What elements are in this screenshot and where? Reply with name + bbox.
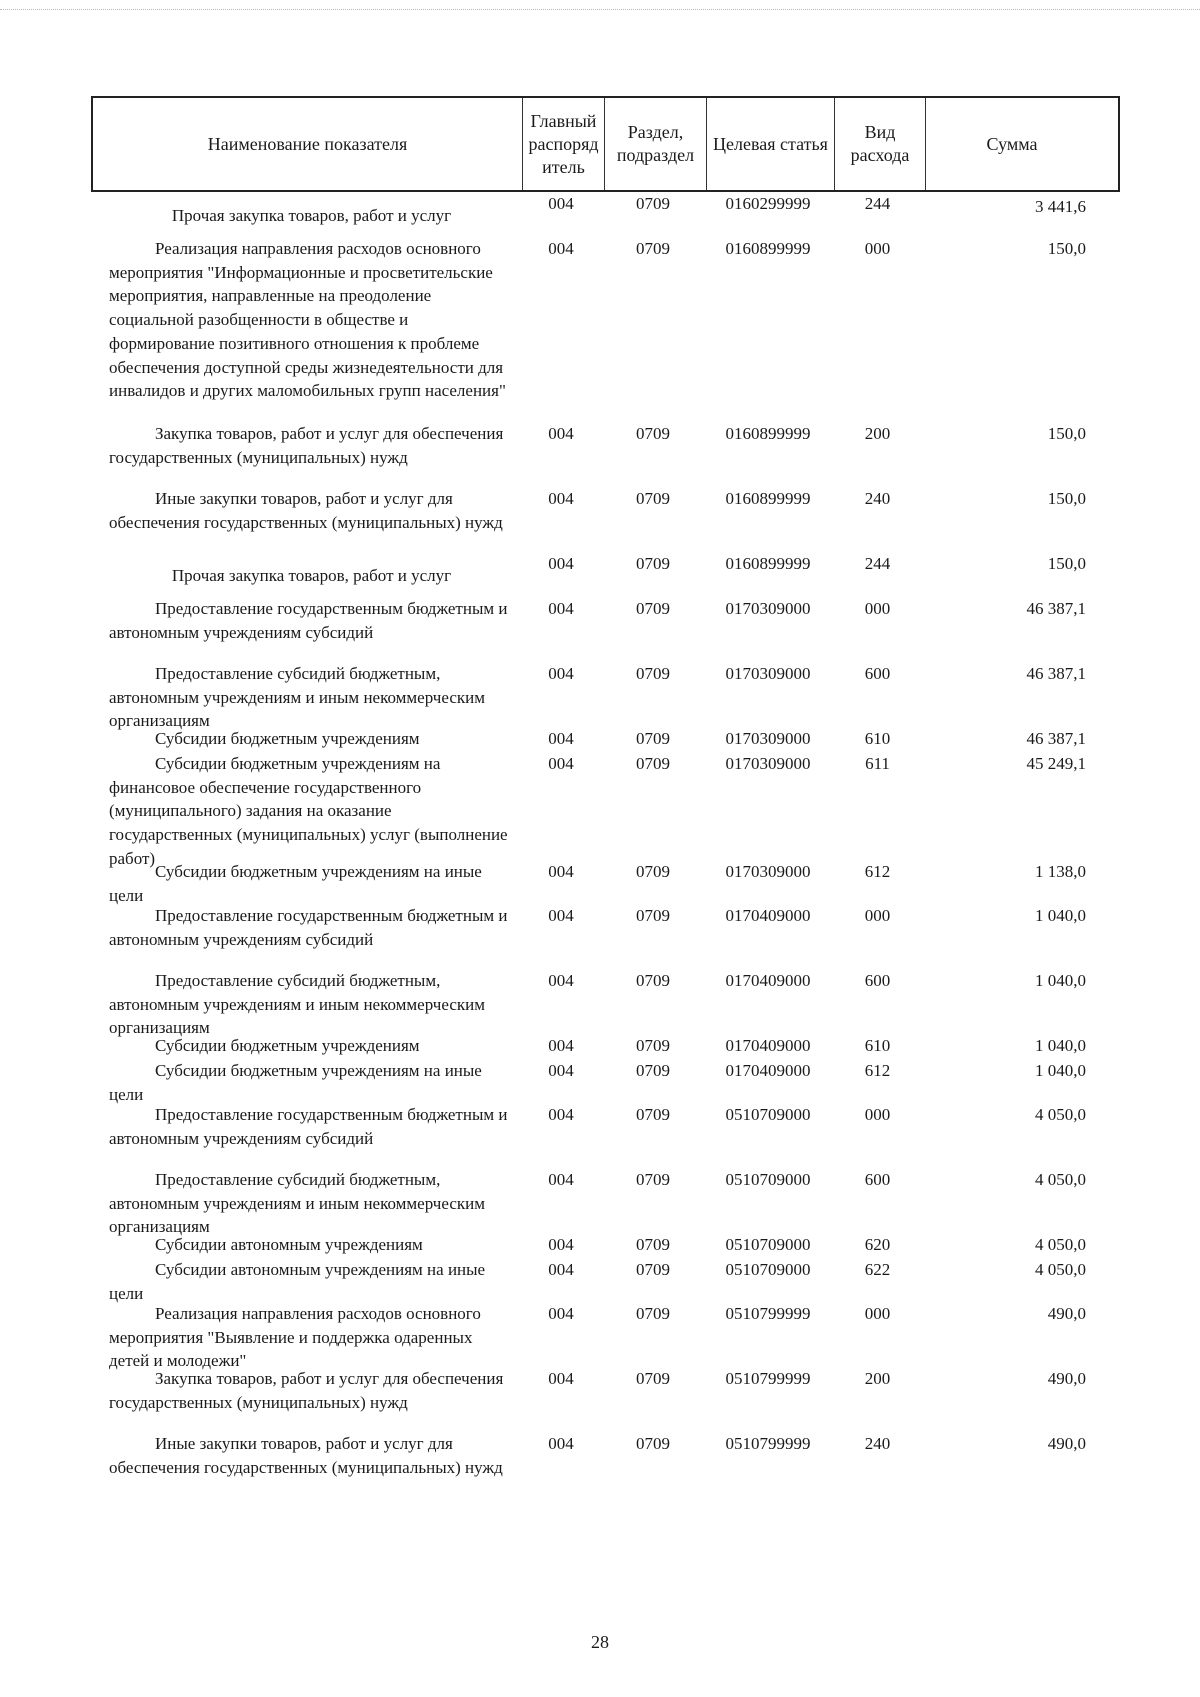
row-name-text: Закупка товаров, работ и услуг для обеспечения государственных (муниципальных) нужд (109, 424, 504, 467)
row-name (91, 969, 520, 1040)
row-vid: 240 (864, 1434, 891, 1453)
header-glavny: Главный распоряд итель (522, 98, 604, 190)
row-name (91, 422, 520, 469)
row-name-text: Субсидии бюджетным учреждениям на финансовое обеспечение государственного (муниципального) задания на оказание государственных (муниципальных) услуг (выполнение работ) (109, 754, 508, 868)
row-razdel: 0709 (636, 1061, 670, 1080)
row-summa: 46 387,1 (1026, 599, 1086, 618)
row-razdel: 0709 (636, 424, 670, 443)
row-name-text: Предоставление государственным бюджетным и автономным учреждениям субсидий (109, 599, 508, 642)
row-tselevaya: 0170309000 (725, 664, 811, 683)
row-vid: 612 (864, 862, 891, 881)
row-glavny: 004 (548, 424, 574, 443)
table-row (91, 1103, 1096, 1150)
row-razdel: 0709 (636, 1170, 670, 1189)
row-summa: 1 040,0 (1035, 971, 1086, 990)
row-tselevaya: 0510799999 (725, 1304, 811, 1323)
row-name (91, 727, 520, 751)
row-summa: 4 050,0 (1035, 1235, 1086, 1254)
row-tselevaya: 0170409000 (725, 1036, 811, 1055)
table-row (91, 860, 1096, 907)
table-row (91, 1367, 1096, 1414)
row-vid: 244 (864, 194, 891, 213)
row-name (91, 487, 520, 534)
table-row (91, 1168, 1096, 1239)
row-vid: 600 (864, 1170, 891, 1189)
row-name (91, 662, 520, 733)
row-tselevaya: 0510709000 (725, 1260, 811, 1279)
row-glavny: 004 (548, 489, 574, 508)
table-row (91, 237, 1096, 403)
row-name (91, 1367, 520, 1414)
row-summa: 4 050,0 (1035, 1170, 1086, 1189)
row-razdel: 0709 (636, 1304, 670, 1323)
row-name-text: Субсидии автономным учреждениям на иные цели (109, 1260, 486, 1303)
row-name-text: Предоставление субсидий бюджетным, автономным учреждениям и иным некоммерческим организациям (109, 1170, 485, 1237)
row-glavny: 004 (548, 1369, 574, 1388)
row-glavny: 004 (548, 729, 574, 748)
row-razdel: 0709 (636, 754, 670, 773)
row-razdel: 0709 (636, 599, 670, 618)
row-vid: 610 (864, 729, 891, 748)
row-vid: 000 (864, 1105, 891, 1124)
row-vid: 000 (864, 239, 891, 258)
row-razdel: 0709 (636, 862, 670, 881)
row-vid: 000 (864, 906, 891, 925)
row-razdel: 0709 (636, 1235, 670, 1254)
row-glavny: 004 (548, 971, 574, 990)
row-summa: 4 050,0 (1035, 1105, 1086, 1124)
header-name: Наименование показателя (207, 133, 408, 154)
row-summa: 46 387,1 (1026, 664, 1086, 683)
row-summa: 1 040,0 (1035, 1036, 1086, 1055)
row-razdel: 0709 (636, 971, 670, 990)
row-summa: 150,0 (1047, 489, 1086, 508)
row-vid: 610 (864, 1036, 891, 1055)
row-summa: 150,0 (1047, 424, 1086, 443)
row-name-text: Субсидии бюджетным учреждениям (155, 729, 420, 748)
page-number: 28 (591, 1632, 609, 1652)
row-name (91, 1432, 520, 1479)
row-razdel: 0709 (636, 1369, 670, 1388)
row-vid: 000 (864, 599, 891, 618)
row-razdel: 0709 (636, 1434, 670, 1453)
table-row (91, 969, 1096, 1040)
row-summa: 46 387,1 (1026, 729, 1086, 748)
row-name (91, 1059, 520, 1106)
row-tselevaya: 0510709000 (725, 1235, 811, 1254)
row-razdel: 0709 (636, 489, 670, 508)
row-name (91, 1034, 520, 1058)
table-row (91, 1432, 1096, 1479)
row-vid: 244 (864, 554, 891, 573)
row-glavny: 004 (548, 906, 574, 925)
table-row (91, 597, 1096, 644)
header-vid: Вид расхода (834, 98, 925, 190)
row-name-text: Реализация направления расходов основного мероприятия "Информационные и просветительские мероприятия, направленные на преодоление социальной разобщенности в обществе и формирование позитивного отношения к проблеме обеспечения доступной среды жизнедеятельности для инвалидов и других маломобильных групп населения" (109, 239, 506, 401)
row-name-text: Прочая закупка товаров, работ и услуг (171, 206, 452, 225)
row-glavny: 004 (548, 1036, 574, 1055)
row-razdel: 0709 (636, 729, 670, 748)
row-summa: 45 249,1 (1026, 754, 1086, 773)
row-tselevaya: 0160899999 (725, 554, 811, 573)
row-vid: 600 (864, 971, 891, 990)
row-name-text: Иные закупки товаров, работ и услуг для обеспечения государственных (муниципальных) нужд (109, 489, 503, 532)
row-name-text: Закупка товаров, работ и услуг для обеспечения государственных (муниципальных) нужд (109, 1369, 504, 1412)
row-razdel: 0709 (636, 554, 670, 573)
table-row (91, 192, 1096, 228)
row-tselevaya: 0170309000 (725, 754, 811, 773)
row-name (91, 1258, 520, 1305)
row-name (91, 1168, 520, 1239)
table-row (91, 422, 1096, 469)
row-summa: 1 138,0 (1035, 862, 1086, 881)
table-header (91, 96, 1120, 192)
row-glavny: 004 (548, 239, 574, 258)
row-name-text: Субсидии бюджетным учреждениям на иные цели (109, 862, 482, 905)
row-summa: 1 040,0 (1035, 1061, 1086, 1080)
row-glavny: 004 (548, 554, 574, 573)
row-razdel: 0709 (636, 1105, 670, 1124)
row-name (91, 1233, 520, 1257)
table-row (91, 1258, 1096, 1305)
row-tselevaya: 0160899999 (725, 489, 811, 508)
row-glavny: 004 (548, 1061, 574, 1080)
row-summa: 490,0 (1047, 1434, 1086, 1453)
row-summa: 490,0 (1047, 1369, 1086, 1388)
row-name-text: Прочая закупка товаров, работ и услуг (171, 566, 452, 585)
row-vid: 600 (864, 664, 891, 683)
row-tselevaya: 0170409000 (725, 1061, 811, 1080)
document-page (91, 96, 1120, 1477)
table-row (91, 662, 1096, 733)
row-summa: 150,0 (1047, 239, 1086, 258)
row-tselevaya: 0170309000 (725, 599, 811, 618)
row-tselevaya: 0170409000 (725, 971, 811, 990)
row-tselevaya: 0160299999 (725, 194, 811, 213)
row-name-text: Предоставление государственным бюджетным и автономным учреждениям субсидий (109, 906, 508, 949)
row-vid: 200 (864, 424, 891, 443)
table-row (91, 752, 1096, 871)
row-summa: 4 050,0 (1035, 1260, 1086, 1279)
row-tselevaya: 0510709000 (725, 1170, 811, 1189)
row-tselevaya: 0170309000 (725, 862, 811, 881)
row-glavny: 004 (548, 664, 574, 683)
header-summa: Сумма (925, 98, 1098, 190)
row-vid: 611 (865, 754, 890, 773)
row-summa: 1 040,0 (1035, 906, 1086, 925)
table-row (91, 904, 1096, 951)
row-glavny: 004 (548, 599, 574, 618)
table-row (91, 1034, 1096, 1058)
row-name (91, 552, 520, 588)
row-glavny: 004 (548, 194, 574, 213)
row-name-text: Предоставление субсидий бюджетным, автономным учреждениям и иным некоммерческим организациям (109, 971, 485, 1038)
row-name (91, 1302, 520, 1373)
row-glavny: 004 (548, 754, 574, 773)
row-razdel: 0709 (636, 239, 670, 258)
row-tselevaya: 0160899999 (725, 424, 811, 443)
row-name (91, 904, 520, 951)
row-glavny: 004 (548, 1235, 574, 1254)
table-row (91, 487, 1096, 534)
table-row (91, 1233, 1096, 1257)
row-vid: 622 (864, 1260, 891, 1279)
row-tselevaya: 0160899999 (725, 239, 811, 258)
row-name (91, 752, 520, 871)
row-glavny: 004 (548, 1170, 574, 1189)
table-row (91, 1059, 1096, 1106)
row-tselevaya: 0170409000 (725, 906, 811, 925)
row-name-text: Субсидии бюджетным учреждениям на иные цели (109, 1061, 482, 1104)
row-glavny: 004 (548, 1304, 574, 1323)
row-name (91, 1103, 520, 1150)
row-tselevaya: 0510709000 (725, 1105, 811, 1124)
row-name-text: Предоставление субсидий бюджетным, автономным учреждениям и иным некоммерческим организациям (109, 664, 485, 731)
row-razdel: 0709 (636, 194, 670, 213)
row-razdel: 0709 (636, 1260, 670, 1279)
table-row (91, 552, 1096, 588)
table-row (91, 1302, 1096, 1373)
row-name (91, 192, 520, 228)
table-row (91, 727, 1096, 751)
row-vid: 612 (864, 1061, 891, 1080)
row-tselevaya: 0510799999 (725, 1434, 811, 1453)
row-vid: 240 (864, 489, 891, 508)
row-glavny: 004 (548, 1105, 574, 1124)
row-glavny: 004 (548, 1260, 574, 1279)
row-summa: 3 441,6 (1035, 197, 1086, 216)
row-name-text: Иные закупки товаров, работ и услуг для обеспечения государственных (муниципальных) нужд (109, 1434, 503, 1477)
row-vid: 620 (864, 1235, 891, 1254)
row-tselevaya: 0170309000 (725, 729, 811, 748)
header-tselevaya: Целевая статья (706, 98, 834, 190)
row-razdel: 0709 (636, 664, 670, 683)
row-vid: 200 (864, 1369, 891, 1388)
row-summa: 490,0 (1047, 1304, 1086, 1323)
row-razdel: 0709 (636, 1036, 670, 1055)
row-vid: 000 (864, 1304, 891, 1323)
row-name-text: Субсидии бюджетным учреждениям (155, 1036, 420, 1055)
row-name (91, 860, 520, 907)
row-name-text: Субсидии автономным учреждениям (155, 1235, 423, 1254)
row-glavny: 004 (548, 1434, 574, 1453)
row-name (91, 237, 520, 403)
row-name (91, 597, 520, 644)
row-glavny: 004 (548, 862, 574, 881)
row-summa: 150,0 (1047, 554, 1086, 573)
scan-edge-line (0, 9, 1200, 10)
row-name-text: Предоставление государственным бюджетным и автономным учреждениям субсидий (109, 1105, 508, 1148)
row-tselevaya: 0510799999 (725, 1369, 811, 1388)
row-name-text: Реализация направления расходов основного мероприятия "Выявление и поддержка одаренных детей и молодежи" (109, 1304, 481, 1371)
header-razdel: Раздел, подраздел (604, 98, 706, 190)
row-razdel: 0709 (636, 906, 670, 925)
